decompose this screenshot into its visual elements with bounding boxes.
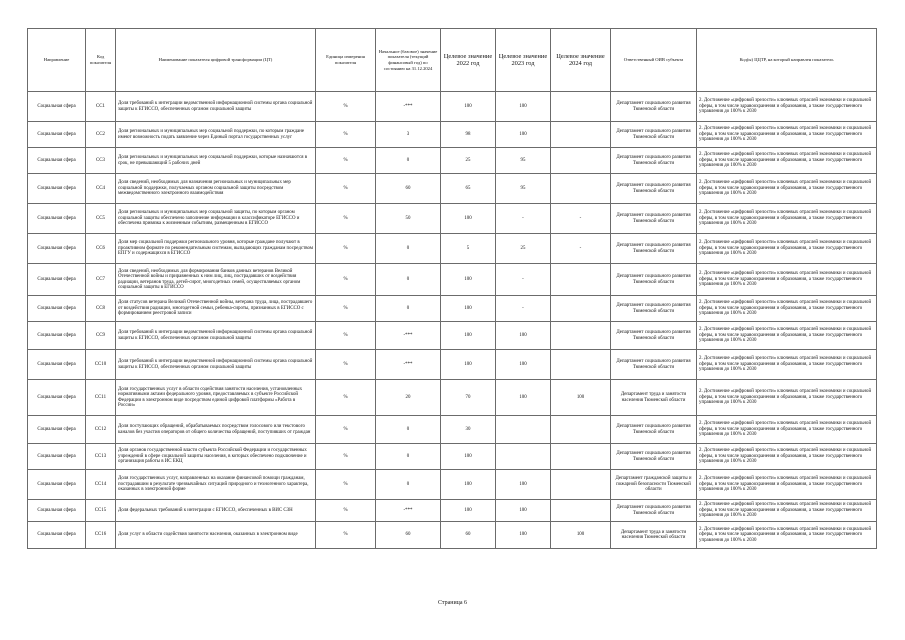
goal-cell: 2. Достижение «цифровой зрелости» ключевых отраслей экономики и социальной сферы, в том числе здравоохранения и образования, а также государственного управления до 100% к 2030: [697, 322, 877, 350]
code-cell: СС4: [86, 174, 116, 204]
indicators-table: [27, 28, 877, 549]
direction-cell: Социальная сфера: [28, 92, 86, 122]
responsible-cell: Департамент социального развития Тюменской области: [611, 444, 697, 470]
responsible-cell: Департамент гражданской защиты и пожарной безопасности Тюменской области: [611, 470, 697, 500]
direction-cell: Социальная сфера: [28, 350, 86, 380]
target-2024-cell: [551, 264, 611, 296]
table-row: [28, 322, 877, 350]
code-cell: СС12: [86, 416, 116, 444]
goal-cell: 2. Достижение «цифровой зрелости» ключевых отраслей экономики и социальной сферы, в том числе здравоохранения и образования, а также государственного управления до 100% к 2030: [697, 500, 877, 522]
goal-cell: 2. Достижение «цифровой зрелости» ключевых отраслей экономики и социальной сферы, в том числе здравоохранения и образования, а также государственного управления до 100% к 2030: [697, 204, 877, 234]
goal-cell: 2. Достижение «цифровой зрелости» ключевых отраслей экономики и социальной сферы, в том числе здравоохранения и образования, а также государственного управления до 100% к 2030: [697, 416, 877, 444]
target-2023-cell: [496, 444, 551, 470]
unit-cell: %: [316, 500, 376, 522]
table-row: [28, 264, 877, 296]
direction-cell: Социальная сфера: [28, 522, 86, 549]
base-value-cell: -***: [376, 350, 441, 380]
header-goal: Код(ы) ЦЦТР, на который направлен показатель: [697, 29, 877, 92]
header-code: Код показателя: [86, 29, 116, 92]
target-2022-cell: 70: [441, 380, 496, 416]
base-value-cell: 60: [376, 174, 441, 204]
target-2023-cell: -: [496, 204, 551, 234]
direction-cell: Социальная сфера: [28, 500, 86, 522]
unit-cell: %: [316, 470, 376, 500]
target-2022-cell: 98: [441, 122, 496, 148]
table-header-row: [28, 29, 877, 92]
indicator-name-cell: Доля статусов ветерана Великой Отечественной войны, ветерана труда, лица, пострадавшего от воздействия радиации, многодетной семьи, ребенка-сироты, признанных в ЕГИССО с формированием реестровой записи: [116, 296, 316, 322]
base-value-cell: 20: [376, 380, 441, 416]
direction-cell: Социальная сфера: [28, 322, 86, 350]
table-row: [28, 174, 877, 204]
unit-cell: %: [316, 380, 376, 416]
indicator-name-cell: Доля требований к интеграции ведомственной информационной системы органа социальной защиты к ЕГИССО, обеспеченных органом социальной защиты: [116, 322, 316, 350]
indicator-name-cell: Доля услуг в области содействия занятости населения, оказанных в электронном виде: [116, 522, 316, 549]
goal-cell: 2. Достижение «цифровой зрелости» ключевых отраслей экономики и социальной сферы, в том числе здравоохранения и образования, а также государственного управления до 100% к 2030: [697, 350, 877, 380]
goal-cell: 2. Достижение «цифровой зрелости» ключевых отраслей экономики и социальной сферы, в том числе здравоохранения и образования, а также государственного управления до 100% к 2030: [697, 264, 877, 296]
target-2023-cell: 100: [496, 122, 551, 148]
target-2024-cell: [551, 350, 611, 380]
indicator-name-cell: Доля органов государственной власти субъекта Российской Федерации и государственных учреждений в сфере социальной защиты населения, в которых обеспечено подключение и организация работы в ИС ЕКЦ: [116, 444, 316, 470]
code-cell: СС2: [86, 122, 116, 148]
responsible-cell: Департамент социального развития Тюменской области: [611, 204, 697, 234]
responsible-cell: Департамент социального развития Тюменской области: [611, 416, 697, 444]
table-row: [28, 380, 877, 416]
indicator-name-cell: Доля государственных услуг, направленных на оказание финансовой помощи гражданам, пострадавшим в результате чрезвычайных ситуаций природного и техногенного характера, оказанных в электронной форме: [116, 470, 316, 500]
code-cell: СС11: [86, 380, 116, 416]
unit-cell: %: [316, 350, 376, 380]
target-2022-cell: 100: [441, 92, 496, 122]
goal-cell: 2. Достижение «цифровой зрелости» ключевых отраслей экономики и социальной сферы, в том числе здравоохранения и образования, а также государственного управления до 100% к 2030: [697, 92, 877, 122]
responsible-cell: Департамент социального развития Тюменской области: [611, 296, 697, 322]
indicator-name-cell: Доля региональных и муниципальных мер социальной поддержки, которые назначаются в срок, не превышающий 5 рабочих дней: [116, 148, 316, 174]
target-2022-cell: 100: [441, 204, 496, 234]
target-2022-cell: 5: [441, 234, 496, 264]
indicator-name-cell: Доля государственных услуг в области содействия занятости населения, установленных нормативными актами федерального уровня, предоставляемых в субъекте Российской Федерации в электронном виде посредством единой цифровой платформы «Работа в России»: [116, 380, 316, 416]
target-2022-cell: 100: [441, 444, 496, 470]
table-row: [28, 350, 877, 380]
code-cell: СС5: [86, 204, 116, 234]
indicator-name-cell: Доля региональных и муниципальных мер социальной защиты, по которым органом социальной защиты обеспечено заполнение информации в классификаторе ЕГИССО и обеспечена привязка к жизненным событиям, размещенным в ЕГИССО: [116, 204, 316, 234]
target-2024-cell: [551, 148, 611, 174]
unit-cell: %: [316, 322, 376, 350]
target-2023-cell: 95: [496, 174, 551, 204]
header-base: Начальное (базовое) значение показателя (текущий финансовый год) по состоянию на 31.12.2024: [376, 29, 441, 92]
unit-cell: %: [316, 148, 376, 174]
unit-cell: %: [316, 204, 376, 234]
code-cell: СС1: [86, 92, 116, 122]
goal-cell: 2. Достижение «цифровой зрелости» ключевых отраслей экономики и социальной сферы, в том числе здравоохранения и образования, а также государственного управления до 100% к 2030: [697, 380, 877, 416]
direction-cell: Социальная сфера: [28, 296, 86, 322]
target-2022-cell: 100: [441, 350, 496, 380]
responsible-cell: Департамент социального развития Тюменской области: [611, 234, 697, 264]
base-value-cell: 0: [376, 234, 441, 264]
target-2023-cell: 100: [496, 470, 551, 500]
table-row: [28, 92, 877, 122]
header-2022: Целевое значение 2022 год: [441, 29, 496, 92]
responsible-cell: Департамент социального развития Тюменской области: [611, 174, 697, 204]
responsible-cell: Департамент социального развития Тюменской области: [611, 264, 697, 296]
indicator-name-cell: Доля требований к интеграции ведомственной информационной системы органа социальной защиты к ЕГИССО, обеспеченных органом социальной защиты: [116, 92, 316, 122]
header-unit: Единица измерения показателя: [316, 29, 376, 92]
responsible-cell: Департамент социального развития Тюменской области: [611, 350, 697, 380]
responsible-cell: Департамент труда и занятости населения Тюменской области: [611, 380, 697, 416]
direction-cell: Социальная сфера: [28, 470, 86, 500]
table-row: [28, 234, 877, 264]
base-value-cell: -***: [376, 92, 441, 122]
goal-cell: 2. Достижение «цифровой зрелости» ключевых отраслей экономики и социальной сферы, в том числе здравоохранения и образования, а также государственного управления до 100% к 2030: [697, 174, 877, 204]
target-2023-cell: 25: [496, 234, 551, 264]
target-2024-cell: [551, 444, 611, 470]
table-row: [28, 500, 877, 522]
direction-cell: Социальная сфера: [28, 380, 86, 416]
direction-cell: Социальная сфера: [28, 234, 86, 264]
responsible-cell: Департамент труда и занятости населения Тюменской области: [611, 522, 697, 549]
base-value-cell: 0: [376, 148, 441, 174]
target-2023-cell: [496, 416, 551, 444]
target-2022-cell: 25: [441, 148, 496, 174]
base-value-cell: 60: [376, 522, 441, 549]
unit-cell: %: [316, 296, 376, 322]
target-2022-cell: 100: [441, 470, 496, 500]
goal-cell: 2. Достижение «цифровой зрелости» ключевых отраслей экономики и социальной сферы, в том числе здравоохранения и образования, а также государственного управления до 100% к 2030: [697, 296, 877, 322]
target-2022-cell: 100: [441, 264, 496, 296]
code-cell: СС7: [86, 264, 116, 296]
goal-cell: 2. Достижение «цифровой зрелости» ключевых отраслей экономики и социальной сферы, в том числе здравоохранения и образования, а также государственного управления до 100% к 2030: [697, 470, 877, 500]
table-row: [28, 522, 877, 549]
target-2022-cell: 60: [441, 522, 496, 549]
target-2023-cell: 100: [496, 92, 551, 122]
goal-cell: 2. Достижение «цифровой зрелости» ключевых отраслей экономики и социальной сферы, в том числе здравоохранения и образования, а также государственного управления до 100% к 2030: [697, 234, 877, 264]
code-cell: СС3: [86, 148, 116, 174]
target-2024-cell: [551, 122, 611, 148]
table-row: [28, 416, 877, 444]
base-value-cell: -***: [376, 500, 441, 522]
code-cell: СС16: [86, 522, 116, 549]
unit-cell: %: [316, 444, 376, 470]
responsible-cell: Департамент социального развития Тюменской области: [611, 322, 697, 350]
unit-cell: %: [316, 264, 376, 296]
target-2023-cell: 100: [496, 500, 551, 522]
target-2023-cell: 100: [496, 380, 551, 416]
indicator-name-cell: Доля мер социальной поддержки регионального уровня, которые граждане получают в проактивном формате по рекомендательным системам, выпадающих гражданам посредством ЕПГУ и содержащихся в ЕГИССО: [116, 234, 316, 264]
table-body: [28, 92, 877, 549]
base-value-cell: 0: [376, 470, 441, 500]
responsible-cell: Департамент социального развития Тюменской области: [611, 92, 697, 122]
direction-cell: Социальная сфера: [28, 148, 86, 174]
table-row: [28, 204, 877, 234]
code-cell: СС14: [86, 470, 116, 500]
page-number: Страница 6: [437, 600, 468, 606]
indicator-name-cell: Доля региональных и муниципальных мер социальной поддержки, по которым граждане имеют возможность подать заявление через Единый портал государственных услуг: [116, 122, 316, 148]
header-name: Наименование показателя цифровой трансформации (ЦТ): [116, 29, 316, 92]
target-2024-cell: [551, 92, 611, 122]
target-2024-cell: [551, 296, 611, 322]
base-value-cell: 0: [376, 296, 441, 322]
target-2022-cell: 100: [441, 322, 496, 350]
indicator-name-cell: Доля требований к интеграции ведомственной информационной системы органа социальной защиты к ЕГИССО, обеспеченных органом социальной защиты: [116, 350, 316, 380]
target-2024-cell: [551, 174, 611, 204]
unit-cell: %: [316, 122, 376, 148]
header-direction: Направление: [28, 29, 86, 92]
base-value-cell: 0: [376, 264, 441, 296]
target-2024-cell: [551, 416, 611, 444]
target-2024-cell: -: [551, 204, 611, 234]
unit-cell: %: [316, 92, 376, 122]
target-2023-cell: 100: [496, 322, 551, 350]
indicator-name-cell: Доля сведений, необходимых для назначения региональных и муниципальных мер социальной поддержки, получаемых органом социальной защиты посредством межведомственного электронного взаимодействия: [116, 174, 316, 204]
goal-cell: 2. Достижение «цифровой зрелости» ключевых отраслей экономики и социальной сферы, в том числе здравоохранения и образования, а также государственного управления до 100% к 2030: [697, 522, 877, 549]
base-value-cell: 3: [376, 122, 441, 148]
indicator-name-cell: Доля сведений, необходимых для формирования банков данных ветеранов Великой Отечественной войны и приравненных к ним лиц, лиц, пострадавших от воздействия радиации, ветеранов труда, детей-сирот, многодетных семей, осуществляемых органом социальной защиты в ЕГИССО: [116, 264, 316, 296]
code-cell: СС15: [86, 500, 116, 522]
header-responsible: Ответственный ОИВ субъекта: [611, 29, 697, 92]
target-2022-cell: 30: [441, 416, 496, 444]
table-row: [28, 444, 877, 470]
header-2023: Целевое значение 2023 год: [496, 29, 551, 92]
code-cell: СС9: [86, 322, 116, 350]
target-2023-cell: 95: [496, 148, 551, 174]
target-2024-cell: [551, 470, 611, 500]
code-cell: СС13: [86, 444, 116, 470]
responsible-cell: Департамент социального развития Тюменской области: [611, 500, 697, 522]
target-2024-cell: [551, 322, 611, 350]
target-2024-cell: 100: [551, 522, 611, 549]
base-value-cell: 0: [376, 444, 441, 470]
target-2022-cell: 100: [441, 296, 496, 322]
direction-cell: Социальная сфера: [28, 174, 86, 204]
direction-cell: Социальная сфера: [28, 416, 86, 444]
table-row: [28, 296, 877, 322]
target-2024-cell: -: [551, 234, 611, 264]
target-2023-cell: -: [496, 296, 551, 322]
base-value-cell: 0: [376, 416, 441, 444]
code-cell: СС8: [86, 296, 116, 322]
unit-cell: %: [316, 234, 376, 264]
direction-cell: Социальная сфера: [28, 444, 86, 470]
unit-cell: %: [316, 522, 376, 549]
indicator-name-cell: Доля федеральных требований к интеграции с ЕГИССО, обеспеченных в ВИС СЗН: [116, 500, 316, 522]
goal-cell: 2. Достижение «цифровой зрелости» ключевых отраслей экономики и социальной сферы, в том числе здравоохранения и образования, а также государственного управления до 100% к 2030: [697, 444, 877, 470]
table-row: [28, 122, 877, 148]
direction-cell: Социальная сфера: [28, 204, 86, 234]
direction-cell: Социальная сфера: [28, 264, 86, 296]
table-row: [28, 148, 877, 174]
target-2023-cell: 100: [496, 350, 551, 380]
target-2024-cell: 100: [551, 380, 611, 416]
target-2022-cell: 65: [441, 174, 496, 204]
direction-cell: Социальная сфера: [28, 122, 86, 148]
table-row: [28, 470, 877, 500]
base-value-cell: 50: [376, 204, 441, 234]
target-2024-cell: [551, 500, 611, 522]
unit-cell: %: [316, 416, 376, 444]
goal-cell: 2. Достижение «цифровой зрелости» ключевых отраслей экономики и социальной сферы, в том числе здравоохранения и образования, а также государственного управления до 100% к 2030: [697, 122, 877, 148]
code-cell: СС6: [86, 234, 116, 264]
goal-cell: 2. Достижение «цифровой зрелости» ключевых отраслей экономики и социальной сферы, в том числе здравоохранения и образования, а также государственного управления до 100% к 2030: [697, 148, 877, 174]
target-2023-cell: -: [496, 264, 551, 296]
header-2024: Целевое значение 2024 год: [551, 29, 611, 92]
code-cell: СС10: [86, 350, 116, 380]
base-value-cell: -***: [376, 322, 441, 350]
indicator-name-cell: Доля поступающих обращений, обрабатываемых посредством голосового или текстового каналов без участия операторов от общего количества обращений, поступивших от граждан: [116, 416, 316, 444]
unit-cell: %: [316, 174, 376, 204]
target-2023-cell: 100: [496, 522, 551, 549]
responsible-cell: Департамент социального развития Тюменской области: [611, 122, 697, 148]
responsible-cell: Департамент социального развития Тюменской области: [611, 148, 697, 174]
target-2022-cell: 100: [441, 500, 496, 522]
